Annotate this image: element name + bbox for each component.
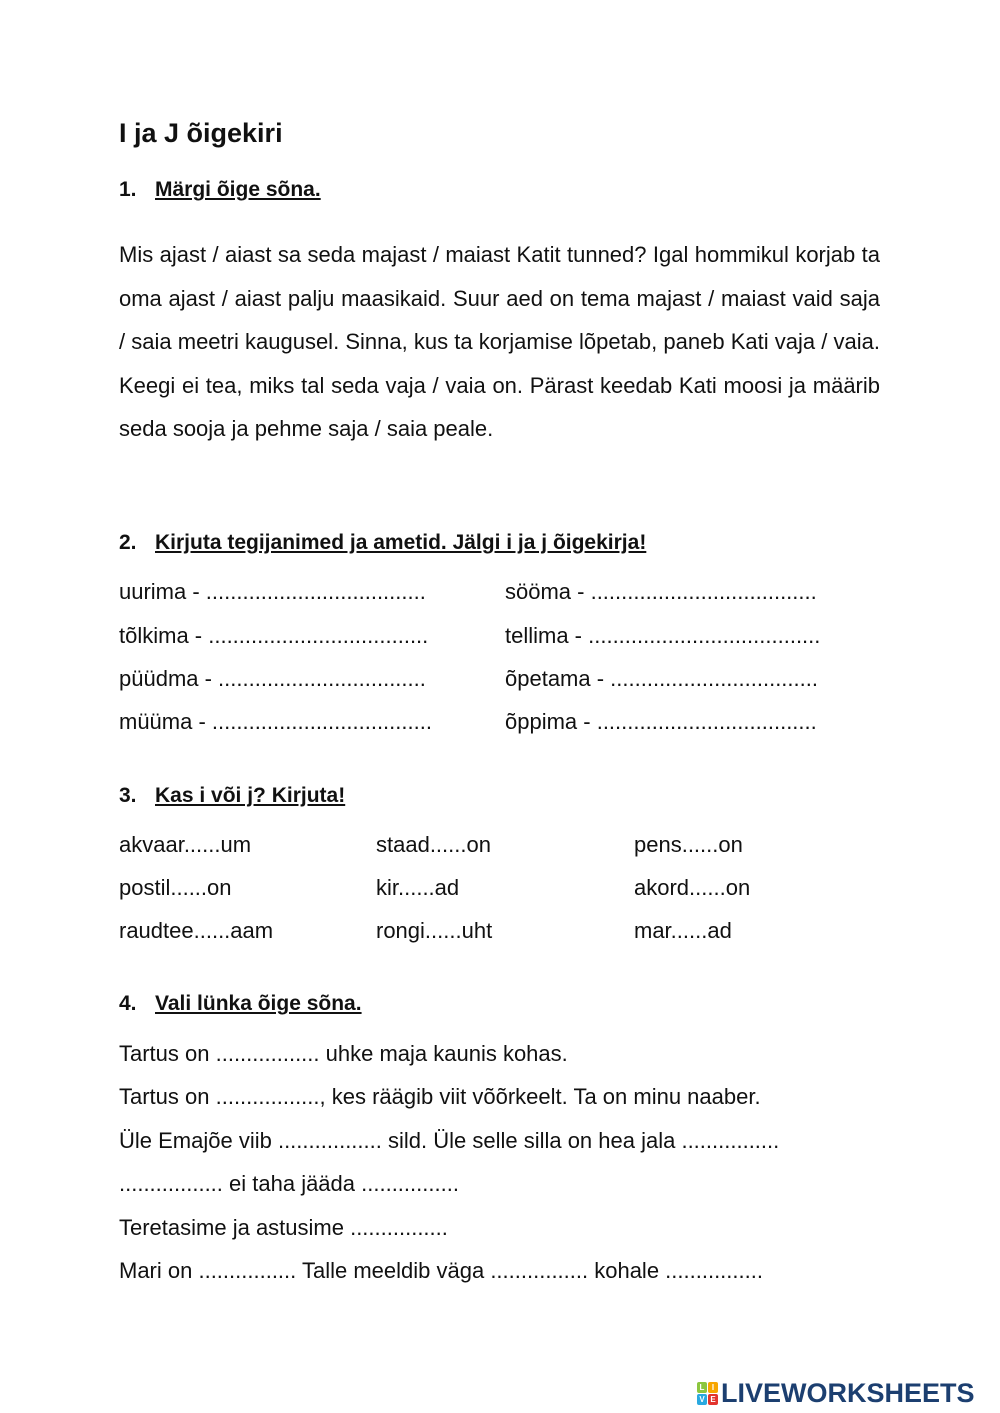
exercise-item[interactable]: staad......on bbox=[376, 832, 491, 857]
logo-block: V bbox=[697, 1394, 707, 1405]
logo-blocks-icon bbox=[697, 1382, 718, 1405]
logo-block: I bbox=[708, 1382, 718, 1393]
exercise-item[interactable]: rongi......uht bbox=[376, 918, 493, 943]
exercise-item[interactable]: õppima - .................................... bbox=[505, 709, 817, 734]
exercise-item[interactable]: püüdma - .................................. bbox=[119, 666, 426, 691]
section-title: Kas i või j? Kirjuta! bbox=[155, 784, 346, 807]
exercise-item[interactable]: müüma - .................................... bbox=[119, 709, 432, 734]
section-number: 4. bbox=[119, 992, 137, 1015]
exercise-item[interactable]: kir......ad bbox=[376, 875, 460, 900]
exercise-line[interactable]: Teretasime ja astusime ................ bbox=[119, 1215, 448, 1240]
exercise-line[interactable]: Tartus on ................. uhke maja kaunis kohas. bbox=[119, 1041, 568, 1066]
section-number: 3. bbox=[119, 784, 137, 807]
exercise-item[interactable]: tellima - ...................................... bbox=[505, 623, 821, 648]
exercise-item[interactable]: akvaar......um bbox=[119, 832, 252, 857]
exercise-item[interactable]: õpetama - .................................. bbox=[505, 666, 818, 691]
page-title: I ja J õigekiri bbox=[119, 118, 283, 148]
liveworksheets-logo bbox=[697, 1378, 975, 1409]
section-title: Märgi õige sõna. bbox=[155, 178, 321, 201]
exercise-line[interactable]: ................. ei taha jääda ................ bbox=[119, 1171, 459, 1196]
exercise-item[interactable]: uurima - .................................... bbox=[119, 579, 426, 604]
exercise-line[interactable]: Tartus on ................., kes räägib viit võõrkeelt. Ta on minu naaber. bbox=[119, 1084, 761, 1109]
section-title: Vali lünka õige sõna. bbox=[155, 992, 362, 1015]
logo-block: E bbox=[708, 1394, 718, 1405]
exercise-item[interactable]: sööma - ..................................... bbox=[505, 579, 817, 604]
logo-text: LIVEWORKSHEETS bbox=[721, 1378, 975, 1408]
exercise-item[interactable]: tõlkima - .................................... bbox=[119, 623, 429, 648]
exercise-item[interactable]: mar......ad bbox=[634, 918, 732, 943]
exercise-line[interactable]: Mari on ................ Talle meeldib väga ................ kohale ................ bbox=[119, 1258, 763, 1283]
exercise-item[interactable]: akord......on bbox=[634, 875, 751, 900]
section-2-heading bbox=[119, 531, 646, 555]
section-4-heading bbox=[119, 992, 362, 1016]
section-1-heading bbox=[119, 178, 321, 202]
section-1-paragraph: Mis ajast / aiast sa seda majast / maiast Katit tunned? Igal hommikul korjab ta oma ajast / aiast palju maasikaid. Suur aed on tema majast / maiast vaid saja / saia meetri kaugusel. Sinna, kus ta korjamise lõpetab, paneb Kati vaja / vaia. Keegi ei tea, miks tal seda vaja / vaia on. Pärast keedab Kati moosi ja määrib seda sooja ja pehme saja / saia peale. bbox=[119, 242, 880, 441]
section-3-heading bbox=[119, 784, 345, 808]
exercise-item[interactable]: postil......on bbox=[119, 875, 232, 900]
exercise-item[interactable]: raudtee......aam bbox=[119, 918, 274, 943]
logo-block: L bbox=[697, 1382, 707, 1393]
exercise-line[interactable]: Üle Emajõe viib ................. sild. Üle selle silla on hea jala ................ bbox=[119, 1128, 780, 1153]
section-number: 1. bbox=[119, 178, 137, 201]
section-title: Kirjuta tegijanimed ja ametid. Jälgi i ja j õigekirja! bbox=[155, 531, 647, 554]
exercise-item[interactable]: pens......on bbox=[634, 832, 743, 857]
section-number: 2. bbox=[119, 531, 137, 554]
